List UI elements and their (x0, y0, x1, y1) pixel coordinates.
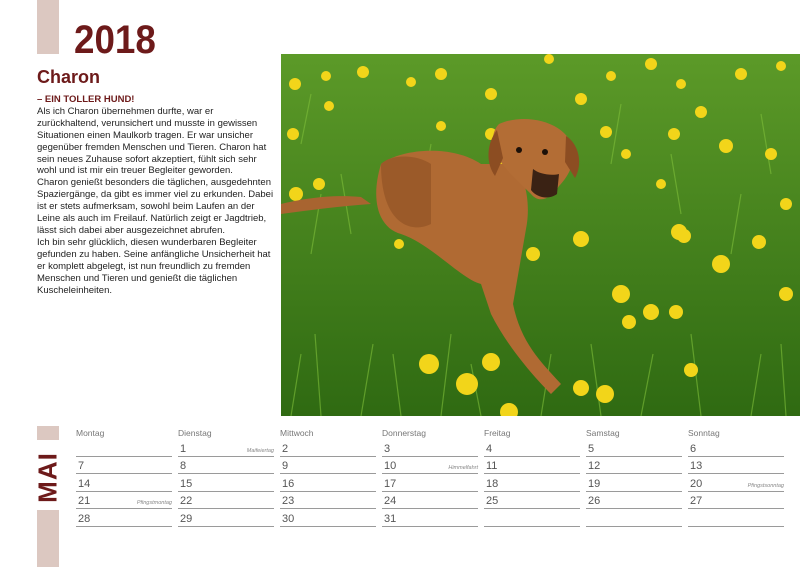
weekday-label: Montag (76, 428, 105, 438)
calendar-day-cell (586, 439, 682, 457)
day-number: 31 (384, 512, 397, 525)
day-number: 4 (486, 442, 493, 455)
calendar-day-cell (76, 439, 172, 457)
holiday-note: Pfingstmontag (136, 500, 172, 506)
calendar-day-cell (688, 439, 784, 457)
decorative-tab-top (37, 0, 59, 54)
calendar-column-donnerstag (382, 428, 478, 527)
day-number: 7 (78, 460, 85, 472)
calendar-day-cell (688, 457, 784, 475)
calendar-day-cell (178, 439, 274, 457)
calendar-day-cell (382, 474, 478, 492)
day-number: 16 (282, 477, 295, 490)
calendar-column-dienstag (178, 428, 274, 527)
article-subtitle: – EIN TOLLER HUND! (37, 94, 135, 105)
day-number: 3 (384, 442, 391, 455)
calendar-day-cell (76, 492, 172, 510)
calendar-day-cell (178, 492, 274, 510)
day-number: 25 (486, 495, 499, 507)
day-number: 29 (180, 512, 193, 525)
day-number: 13 (690, 460, 703, 472)
article-paragraph: Als ich Charon übernehmen durfte, war er zurückhaltend, verunsichert und musste in gewissen Situationen einen Maulkorb tragen. Er war unsicher gegenüber fremden Menschen und Tieren. Charon hat sein neues Zuhause sofort akzeptiert, fühlt sich sehr wohl und ist mir ein treuer Begleiter geworden. (37, 105, 267, 177)
calendar-column-mittwoch (280, 428, 376, 527)
weekday-label: Sonntag (688, 428, 720, 438)
day-number: 18 (486, 477, 499, 490)
weekday-label: Mittwoch (280, 428, 314, 438)
calendar-day-cell (280, 492, 376, 510)
calendar-column-samstag (586, 428, 682, 527)
calendar-day-cell (484, 509, 580, 527)
day-number: 17 (384, 477, 397, 490)
holiday-note: Himmelfahrt (448, 465, 478, 471)
calendar-day-cell (382, 457, 478, 475)
calendar-day-cell (484, 474, 580, 492)
calendar-day-cell (280, 439, 376, 457)
day-number: 14 (78, 477, 91, 490)
calendar-day-cell (76, 509, 172, 527)
day-number: 24 (384, 495, 397, 507)
article-body (37, 94, 277, 296)
day-number: 6 (690, 442, 697, 455)
calendar-day-cell (484, 457, 580, 475)
calendar-column-freitag (484, 428, 580, 527)
calendar-day-cell (178, 457, 274, 475)
day-number: 2 (282, 442, 289, 455)
calendar-day-cell (484, 492, 580, 510)
day-number: 23 (282, 495, 295, 507)
year-heading: 2018 (74, 18, 156, 62)
weekday-label: Freitag (484, 428, 511, 438)
calendar-day-cell (688, 509, 784, 527)
day-number: 10 (384, 460, 397, 472)
calendar-day-cell (688, 474, 784, 492)
day-number: 27 (690, 495, 703, 507)
day-number: 20 (690, 477, 703, 490)
day-number: 5 (588, 442, 595, 455)
day-number: 8 (180, 460, 187, 472)
calendar-day-cell (178, 474, 274, 492)
calendar-day-cell (280, 474, 376, 492)
calendar-day-cell (178, 509, 274, 527)
day-number: 9 (282, 460, 289, 472)
article-title: Charon (37, 67, 100, 87)
day-number: 1 (180, 442, 187, 455)
article-paragraph: Ich bin sehr glücklich, diesen wunderbaren Begleiter gefunden zu haben. Seine anfängliche Unsicherheit hat er komplett abgelegt, ist nun freundlich zu fremden Menschen und Tieren und genießt die täglichen Kuscheleinheiten. (37, 236, 271, 296)
calendar-day-cell (382, 439, 478, 457)
day-number: 21 (78, 495, 91, 507)
weekday-label: Samstag (586, 428, 620, 438)
dog-photo (281, 54, 800, 416)
calendar-column-montag (76, 428, 172, 527)
day-number: 22 (180, 495, 193, 507)
day-number: 28 (78, 512, 91, 525)
calendar-day-cell (586, 457, 682, 475)
month-label (34, 440, 62, 510)
dog-in-meadow-illustration (281, 54, 800, 416)
calendar-day-cell (484, 439, 580, 457)
holiday-note: Maifeiertag (246, 447, 274, 454)
day-number: 11 (486, 460, 498, 472)
calendar-column-sonntag (688, 428, 784, 527)
day-number: 12 (588, 460, 601, 472)
calendar-day-cell (586, 509, 682, 527)
calendar-day-cell (76, 474, 172, 492)
calendar-day-cell (586, 474, 682, 492)
calendar-day-cell (382, 492, 478, 510)
calendar-day-cell (280, 509, 376, 527)
month-calendar-grid (76, 428, 786, 563)
day-number: 15 (180, 477, 193, 490)
weekday-label: Donnerstag (382, 428, 426, 438)
day-number: 19 (588, 477, 601, 490)
calendar-day-cell (586, 492, 682, 510)
month-name: MAI (32, 452, 63, 503)
calendar-day-cell (76, 457, 172, 475)
article-paragraph: Charon genießt besonders die täglichen, ausgedehnten Spaziergänge, da gibt es immer viel zu erkunden. Dabei ist er stets aufmerksam, sowohl beim Laufen an der Leine als auch im Freilauf. Natürlich zeigt er Jagdtrieb, lässt sich dabei aber ausgezeichnet abrufen. (37, 177, 274, 236)
calendar-day-cell (382, 509, 478, 527)
weekday-label: Dienstag (178, 428, 212, 438)
day-number: 30 (282, 512, 295, 525)
day-number: 26 (588, 495, 601, 507)
holiday-note: Pfingstsonntag (747, 482, 784, 489)
calendar-day-cell (280, 457, 376, 475)
calendar-day-cell (688, 492, 784, 510)
